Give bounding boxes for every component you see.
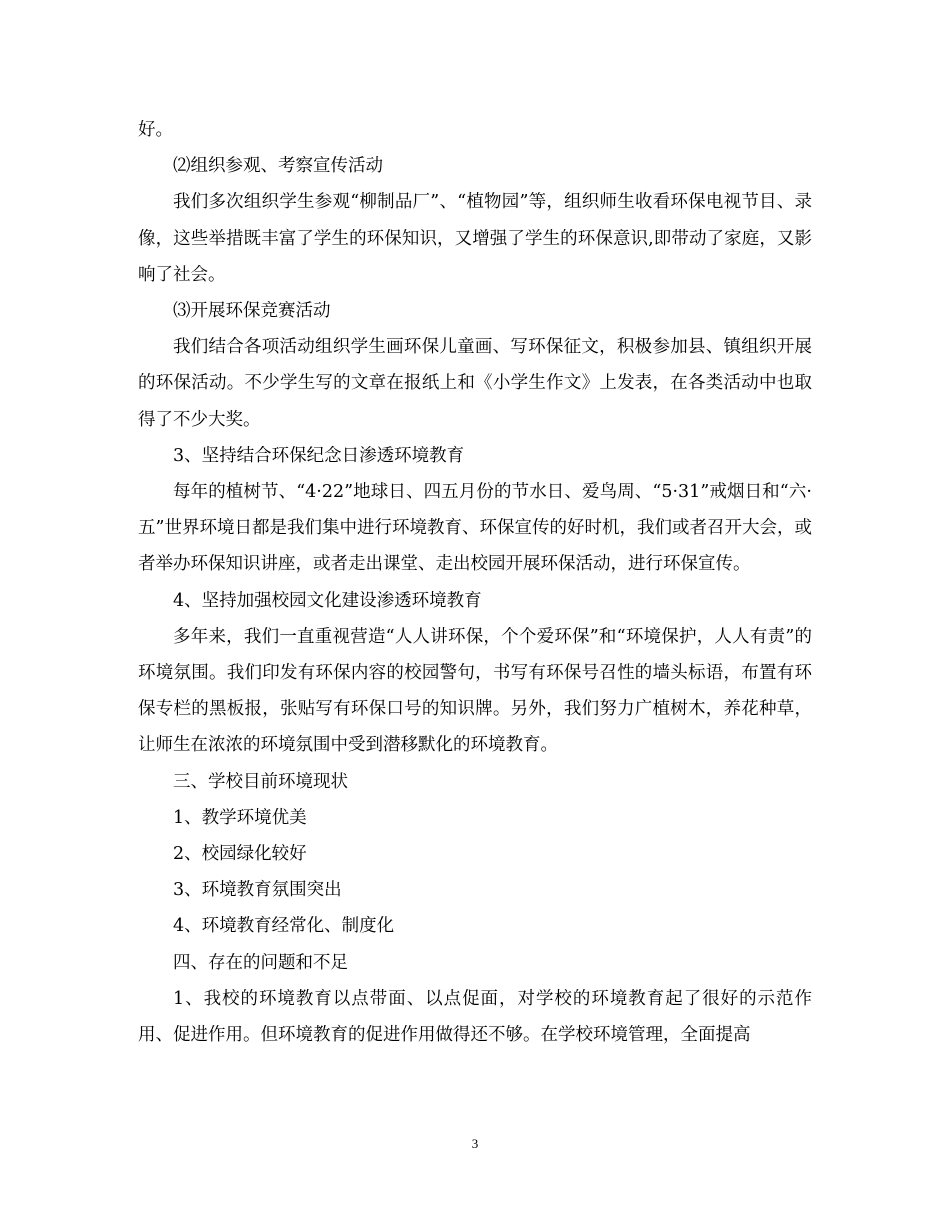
section-heading: 三、学校目前环境现状 [173,771,348,792]
page-number: 3 [471,1136,479,1151]
list-item: 4、环境教育经常化、制度化 [173,916,395,937]
section-heading: 四、存在的问题和不足 [173,952,348,973]
list-item: 2、校园绿化较好 [173,844,307,865]
paragraph: 好。 [138,120,173,140]
document-body [138,112,812,1053]
section-heading: 3、坚持结合环保纪念日渗透环境教育 [173,445,465,466]
list-item: 3、环境教育氛围突出 [173,880,342,901]
paragraph: 每年的植树节、“4·22”地球日、四五月份的节水日、爱鸟周、“5·31”戒烟日和“六·五”世界环境日都是我们集中进行环境教育、环保宣传的好时机，我们或者召开大会，或者举办环保知识讲座，或者走出课堂、走出校园开展环保活动，进行环保宣传。 [138,482,812,575]
section-heading: ⑵组织参观、考察宣传活动 [173,156,383,177]
list-item: 1、教学环境优美 [173,807,307,828]
paragraph: 我们结合各项活动组织学生画环保儿童画、写环保征文，积极参加县、镇组织开展的环保活动。不少学生写的文章在报纸上和《小学生作文》上发表，在各类活动中也取得了不少大奖。 [138,337,812,430]
paragraph: 多年来，我们一直重视营造“人人讲环保，个个爱环保”和“环境保护，人人有责”的环境氛围。我们印发有环保内容的校园警句，书写有环保号召性的墙头标语，布置有环保专栏的黑板报，张贴写有环保口号的知识牌。另外，我们努力广植树木，养花种草，让师生在浓浓的环境氛围中受到潜移默化的环境教育。 [138,626,812,756]
section-heading: ⑶开展环保竞赛活动 [173,301,331,322]
paragraph: 我们多次组织学生参观“柳制品厂”、“植物园”等，组织师生收看环保电视节目、录像，这些举措既丰富了学生的环保知识，又增强了学生的环保意识,即带动了家庭，又影响了社会。 [138,192,812,285]
paragraph: 1、我校的环境教育以点带面、以点促面，对学校的环境教育起了很好的示范作用、促进作用。但环境教育的促进作用做得还不够。在学校环境管理，全面提高 [138,988,812,1046]
section-heading: 4、坚持加强校园文化建设渗透环境教育 [173,590,482,611]
